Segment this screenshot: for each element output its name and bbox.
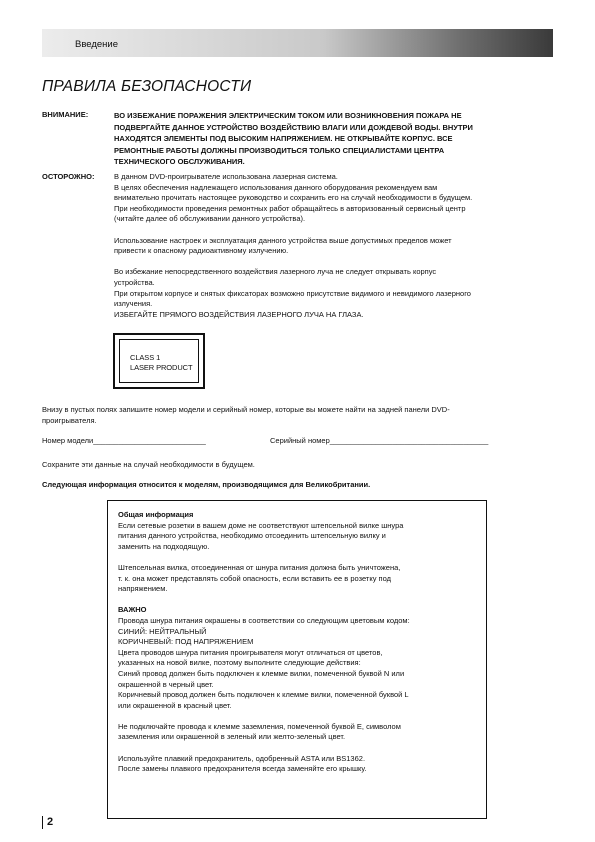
section-label: Введение — [75, 39, 119, 50]
caution-line: При необходимости проведения ремонтных работ обращайтесь в авторизованный сервисный центр — [114, 203, 466, 213]
caution-line: В целях обеспечения надлежащего использования данного оборудования рекомендуем вам — [114, 182, 438, 192]
caution-line: Использование настроек и эксплуатация данного устройства выше допустимых пределов может — [114, 235, 452, 245]
uk-info-content — [118, 510, 478, 775]
record-instructions — [42, 405, 557, 426]
model-number-field: Номер модели___________________________ — [42, 436, 206, 445]
laser-label-text — [130, 353, 192, 372]
caution-line: ИЗБЕГАЙТЕ ПРЯМОГО ВОЗДЕЙСТВИЯ ЛАЗЕРНОГО ЛУЧА НА ГЛАЗА. — [114, 309, 364, 319]
uk-info-box — [107, 500, 487, 819]
caution-line: В данном DVD-проигрывателе использована лазерная система. — [114, 172, 338, 181]
info-line: питания данного устройства, необходимо отсоединить штепсельную вилку и — [118, 531, 386, 541]
info-line: Если сетевые розетки в вашем доме не соответствуют штепсельной вилке шнура — [118, 520, 404, 530]
caution-line: излучения. — [114, 299, 153, 309]
page-number: 2 — [42, 816, 53, 829]
laser-label-inner-border — [119, 339, 199, 383]
page-title: ПРАВИЛА БЕЗОПАСНОСТИ — [42, 78, 252, 95]
info-line: Используйте плавкий предохранитель, одобренный ASTA или BS1362. — [118, 753, 366, 763]
info-line: или окрашенной в красный цвет. — [118, 700, 232, 710]
info-line: указанных на новой вилке, поэтому выполните следующие действия: — [118, 658, 361, 668]
info-line: Коричневый провод должен быть подключен к клемме вилки, помеченной буквой L — [118, 690, 409, 700]
warning-label: ВНИМАНИЕ: — [42, 110, 89, 119]
info-line: напряжением. — [118, 584, 168, 594]
laser-class-label — [113, 333, 205, 389]
info-line: КОРИЧНЕВЫЙ: ПОД НАПРЯЖЕНИЕМ — [118, 637, 254, 647]
info-line: Штепсельная вилка, отсоединенная от шнура питания должна быть уничтожена, — [118, 562, 401, 572]
caution-line: устройства. — [114, 277, 155, 287]
important-heading: ВАЖНО — [118, 605, 147, 615]
uk-models-note: Следующая информация относится к моделям, производящимся для Великобритании. — [42, 480, 371, 489]
info-line: заменить на подходящую. — [118, 541, 210, 551]
info-line: После замены плавкого предохранителя всегда заменяйте его крышку. — [118, 764, 367, 774]
info-line: окрашенной в черный цвет. — [118, 679, 214, 689]
warning-line: ПОДВЕРГАЙТЕ ДАННОЕ УСТРОЙСТВО ВОЗДЕЙСТВИЮ ВЛАГИ ИЛИ ДОЖДЕВОЙ ВОДЫ. ВНУТРИ — [114, 122, 473, 132]
caution-line: При открытом корпусе и снятых фиксаторах возможно присутствие видимого и невидимого лазерного — [114, 288, 471, 298]
general-info-heading: Общая информация — [118, 510, 194, 519]
record-line: Внизу в пустых полях запишите номер модели и серийный номер, которые вы можете найти на задней панели DVD- — [42, 405, 450, 414]
warning-line: НАХОДЯТСЯ ЭЛЕМЕНТЫ ПОД ВЫСОКИМ НАПРЯЖЕНИЕМ. НЕ ОТКРЫВАЙТЕ КОРПУС. ВСЕ — [114, 134, 453, 144]
info-line: т. к. она может представлять собой опасность, если вставить ее в розетку под — [118, 573, 391, 583]
info-line: Провода шнура питания окрашены в соответствии со следующим цветовым кодом: — [118, 615, 410, 625]
warning-line: ТЕХНИЧЕСКОГО ОБСЛУЖИВАНИЯ. — [114, 157, 245, 167]
caution-line: привести к опасному радиоактивному излучению. — [114, 246, 289, 256]
caution-line: внимательно прочитать настоящее руководство и сохранить его на случай необходимости в будущем. — [114, 193, 473, 203]
serial-number-field: Серийный номер______________________________________ — [270, 436, 489, 445]
section-header-bar — [42, 29, 553, 57]
info-line: СИНИЙ: НЕЙТРАЛЬНЫЙ — [118, 626, 207, 636]
info-line: Не подключайте провода к клемме заземления, помеченной буквой E, символом — [118, 721, 401, 731]
warning-line: ВО ИЗБЕЖАНИЕ ПОРАЖЕНИЯ ЭЛЕКТРИЧЕСКИМ ТОКОМ ИЛИ ВОЗНИКНОВЕНИЯ ПОЖАРА НЕ — [114, 111, 462, 120]
caution-text — [114, 172, 554, 320]
caution-line: (читайте далее об обслуживании данного устройства). — [114, 214, 306, 224]
record-line: проигрывателя. — [42, 415, 97, 425]
info-line: Синий провод должен быть подключен к клемме вилки, помеченной буквой N или — [118, 668, 405, 678]
caution-line: Во избежание непосредственного воздействия лазерного луча не следует открывать корпус — [114, 267, 437, 277]
warning-text — [114, 110, 554, 168]
info-line: Цвета проводов шнура питания проигрывателя могут отличаться от цветов, — [118, 647, 383, 657]
keep-note: Сохраните эти данные на случай необходимости в будущем. — [42, 460, 255, 469]
laser-label-line: LASER PRODUCT — [130, 362, 193, 372]
info-line: заземления или окрашенной в зеленый или желто-зеленый цвет. — [118, 732, 346, 742]
warning-line: РЕМОНТНЫЕ РАБОТЫ ДОЛЖНЫ ПРОИЗВОДИТЬСЯ ТОЛЬКО СПЕЦИАЛИСТАМИ ЦЕНТРА — [114, 145, 445, 155]
laser-label-line: CLASS 1 — [130, 353, 161, 362]
caution-label: ОСТОРОЖНО: — [42, 172, 95, 181]
